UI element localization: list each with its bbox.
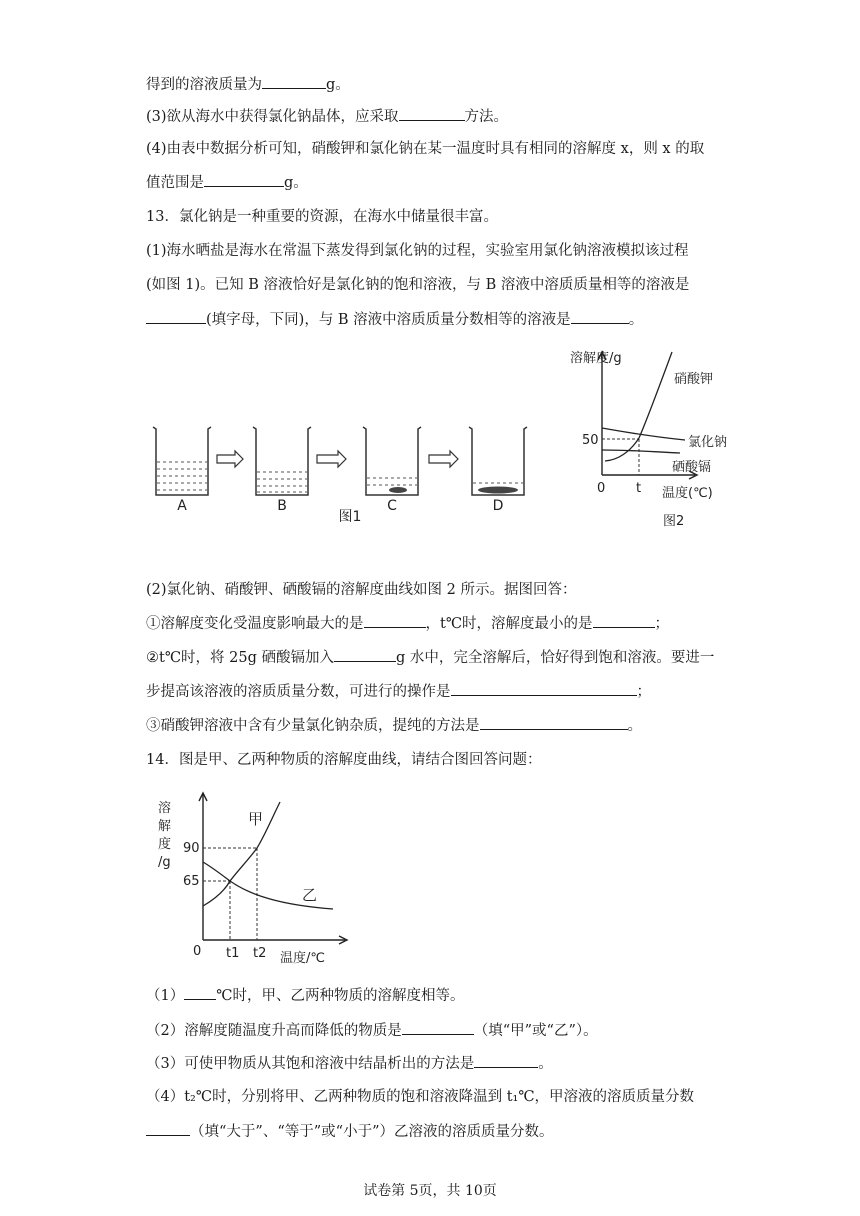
fig3-origin: 0 [193,944,202,959]
text-line-2: (3)欲从海水中获得氯化钠晶体，应采取 方法。 [146,106,508,127]
cdse-curve [602,450,680,453]
fig3-ylabel-1: 溶 [158,801,172,816]
text-line-12: 步提高该溶液的溶质质量分数，可进行的操作是 ； [146,681,651,702]
text-line-16: （2）溶解度随温度升高而降低的物质是 （填“甲”或“乙”）。 [146,1020,598,1041]
fig3-ylabel-2: 解 [158,819,172,834]
jia-label: 甲 [248,810,264,828]
text-line-13: ③硝酸钾溶液中含有少量氯化钠杂质，提纯的方法是 。 [146,715,642,736]
fig3-tick-t1: t1 [226,946,240,961]
text-line-9: (2)氯化钠、硝酸钾、硒酸镉的溶解度曲线如图 2 所示。据图回答： [146,582,577,598]
figure-3-solubility-chart [150,780,370,970]
beaker-label-b: B [277,498,287,514]
fig2-origin: 0 [597,481,606,496]
text-line-17: （3）可使甲物质从其饱和溶液中结晶析出的方法是 。 [146,1053,553,1074]
fig3-tick-65: 65 [183,874,200,889]
text-line-10: ①溶解度变化受温度影响最大的是 ，t℃时，溶解度最小的是 ； [146,613,669,634]
fig2-ylabel: 溶解度/g [570,351,622,366]
fig3-tick-t2: t2 [253,946,267,961]
question-13-title: 13．氯化钠是一种重要的资源，在海水中储量很丰富。 [146,209,498,225]
text-line-1: 得到的溶液质量为 g。 [146,74,350,95]
yi-label: 乙 [302,886,318,904]
text-line-15: （1） ℃时，甲、乙两种物质的溶解度相等。 [146,985,464,1006]
nacl-label: 氯化钠 [688,435,728,450]
nacl-curve [602,428,685,440]
figure-1-beakers [140,415,540,530]
fig3-ylabel-4: /g [158,855,171,870]
fig2-tick-50: 50 [582,433,599,448]
question-14-title: 14．图是甲、乙两种物质的溶解度曲线，请结合图回答问题： [146,752,542,768]
fig3-xlabel: 温度/℃ [280,951,325,966]
text-line-6: (1)海水晒盐是海水在常温下蒸发得到氯化钠的过程，实验室用氯化钠溶液模拟该过程 [146,243,689,259]
fig2-tick-t: t [636,481,642,496]
jia-curve [203,802,280,906]
text-line-8: (填字母，下同)，与 B 溶液中溶质质量分数相等的溶液是 。 [146,309,643,330]
text-line-3: (4)由表中数据分析可知，硝酸钾和氯化钠在某一温度时具有相同的溶解度 x，则 x 的取 [146,141,705,157]
page-footer: 试卷第 5页，共 10页 [363,1183,497,1199]
fig3-tick-90: 90 [183,841,200,856]
beaker-label-a: A [177,498,187,514]
cdse-label: 硒酸镉 [672,460,712,475]
text-line-19: （填“大于”、“等于”或“小于”）乙溶液的溶质质量分数。 [146,1121,553,1142]
fig2-xlabel: 温度(℃) [662,486,713,501]
figure-1-caption: 图1 [338,509,362,525]
text-line-11: ②t℃时，将 25g 硒酸镉加入 g 水中，完全溶解后，恰好得到饱和溶液。要进一 [146,647,714,668]
fig3-ylabel-3: 度 [158,837,172,852]
beaker-label-d: D [492,498,504,514]
beaker-label-c: C [387,498,397,514]
figure-2-caption: 图2 [663,514,685,529]
text-line-7: (如图 1)。已知 B 溶液恰好是氯化钠的饱和溶液，与 B 溶液中溶质质量相等的溶液是 [146,277,690,293]
text-line-18: （4）t₂℃时，分别将甲、乙两种物质的饱和溶液降温到 t₁℃，甲溶液的溶质质量分数 [146,1089,695,1105]
figure-2-solubility-chart [560,340,740,530]
text-line-4: 值范围是 g。 [146,172,308,193]
kno3-label: 硝酸钾 [674,372,714,387]
